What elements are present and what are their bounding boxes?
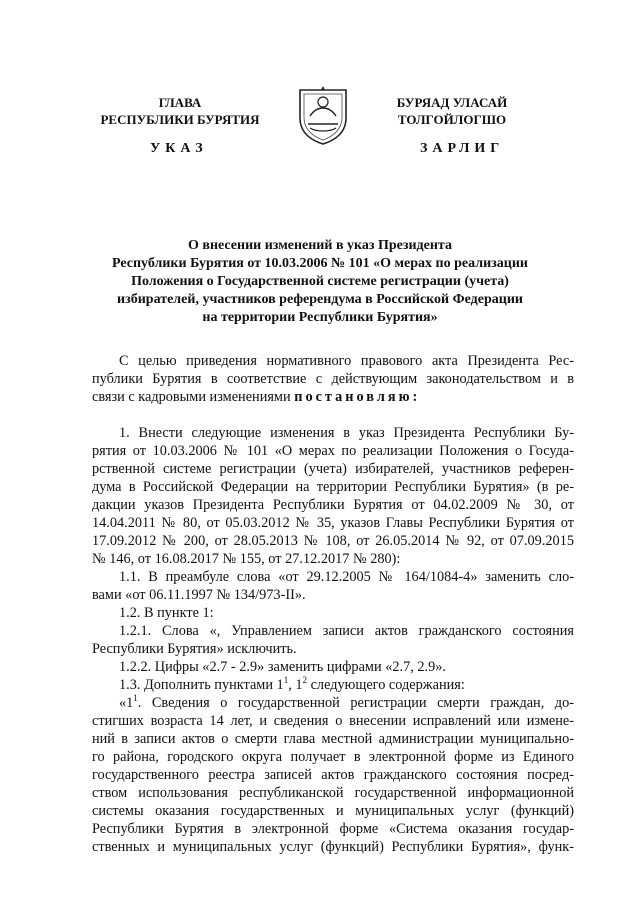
item-1-line: дума в Российской Федерации на территории Республики Бурятия» (в ре- <box>92 479 574 495</box>
issuer-right <box>352 94 552 128</box>
title-line: Республики Бурятия от 10.03.2006 № 101 «О мерах по реализации <box>112 256 528 271</box>
title-line: на территории Республики Бурятия» <box>202 310 438 325</box>
item-1-2-line: 1.2. В пункте 1: <box>119 605 214 621</box>
item-1-line: 17.09.2012 № 200, от 28.05.2013 № 108, от 26.05.2014 № 92, от 07.09.2015 <box>92 533 574 549</box>
item-1-2-1-line: 1.2.1. Слова «, Управлением записи актов гражданского состояния <box>119 623 574 639</box>
quote-text: «1 <box>119 695 134 711</box>
decree-label-right: ЗАРЛИГ <box>420 141 505 156</box>
preamble-line: С целью приведения нормативного правового акта Президента Рес- <box>119 353 574 369</box>
issuer-left-line2: РЕСПУБЛИКИ БУРЯТИЯ <box>100 112 260 127</box>
superscript: 1 <box>283 675 289 686</box>
item-1-line: № 146, от 16.08.2017 № 155, от 27.12.2017 № 280): <box>92 551 401 567</box>
issuer-left <box>78 94 282 128</box>
item-1-line: рятия от 10.03.2006 № 101 «О мерах по реализации Положения о Госуда- <box>92 443 574 459</box>
issuer-left-line1: ГЛАВА <box>158 95 202 110</box>
item-1-line: 14.04.2011 № 80, от 05.03.2012 № 35, указов Главы Республики Бурятия от <box>92 515 574 531</box>
quote-line: государственного реестра записей актов гражданского состояния посред- <box>92 767 574 783</box>
issuer-right-line2: ТОЛГОЙЛОГШО <box>397 112 507 127</box>
item-1-1-line: 1.1. В преамбуле слова «от 29.12.2005 № 164/1084-4» заменить сло- <box>119 569 574 585</box>
preamble-line <box>92 388 574 406</box>
item-1-line: рственной системе регистрации (учета) избирателей, участников референ- <box>92 461 574 477</box>
quote-line: системы оказания государственных и муниципальных услуг (функций) <box>92 803 574 819</box>
title-line: избирателей, участников референдума в Российской Федерации <box>117 292 523 307</box>
coat-of-arms-icon <box>296 84 350 146</box>
preamble-text: связи с кадровыми изменениями <box>92 389 291 405</box>
quote-line: ственных и муниципальных услуг (функций) Республики Бурятия», функ- <box>92 839 574 855</box>
quote-line: стигших возраста 14 лет, и сведения о внесении исправлений или измене- <box>92 713 574 729</box>
item-1-2-2-line: 1.2.2. Цифры «2.7 - 2.9» заменить цифрами «2.7, 2.9». <box>119 659 446 675</box>
quote-line: го района, городского округа получает в электронной форме из Единого <box>92 749 574 765</box>
quote-text: . Сведения о государственной регистрации смерти граждан, до- <box>137 695 574 711</box>
document-body <box>92 352 574 856</box>
superscript: 1 <box>133 693 138 704</box>
title-line: Положения о Государственной системе регистрации (учета) <box>131 274 509 289</box>
quote-line <box>92 694 574 712</box>
title-line: О внесении изменений в указ Президента <box>188 238 452 253</box>
decree-label-left: УКАЗ <box>150 141 208 156</box>
resolution-verb: постановляю: <box>294 389 421 405</box>
item-1-2-1-line: Республики Бурятия» исключить. <box>92 641 297 657</box>
item-1-1-line: вами «от 06.11.1997 № 134/973-II». <box>92 587 306 603</box>
item-1-line: 1. Внести следующие изменения в указ Президента Республики Бу- <box>119 425 574 441</box>
item-1-3-text: 1.3. Дополнить пунктами 1 <box>119 677 284 693</box>
quote-line: ний в записи актов о смерти глава местной администрации муниципально- <box>92 731 574 747</box>
quote-line: ством использования республиканской государственной информационной <box>92 785 574 801</box>
item-1-3-line <box>92 676 574 694</box>
document-title <box>90 237 550 327</box>
superscript: 2 <box>302 675 308 686</box>
issuer-right-line1: БУРЯАД УЛАСАЙ <box>396 95 508 110</box>
quote-line: Республики Бурятия в электронной форме «Система оказания государ- <box>92 821 574 837</box>
item-1-line: дакции указов Президента Республики Бурятия от 04.02.2009 № 30, от <box>92 497 574 513</box>
preamble-line: публики Бурятия в соответствие с действующим законодательством и в <box>92 371 574 387</box>
item-1-3-text: следующего содержания: <box>307 677 465 693</box>
item-1-3-text: , 1 <box>288 677 303 693</box>
